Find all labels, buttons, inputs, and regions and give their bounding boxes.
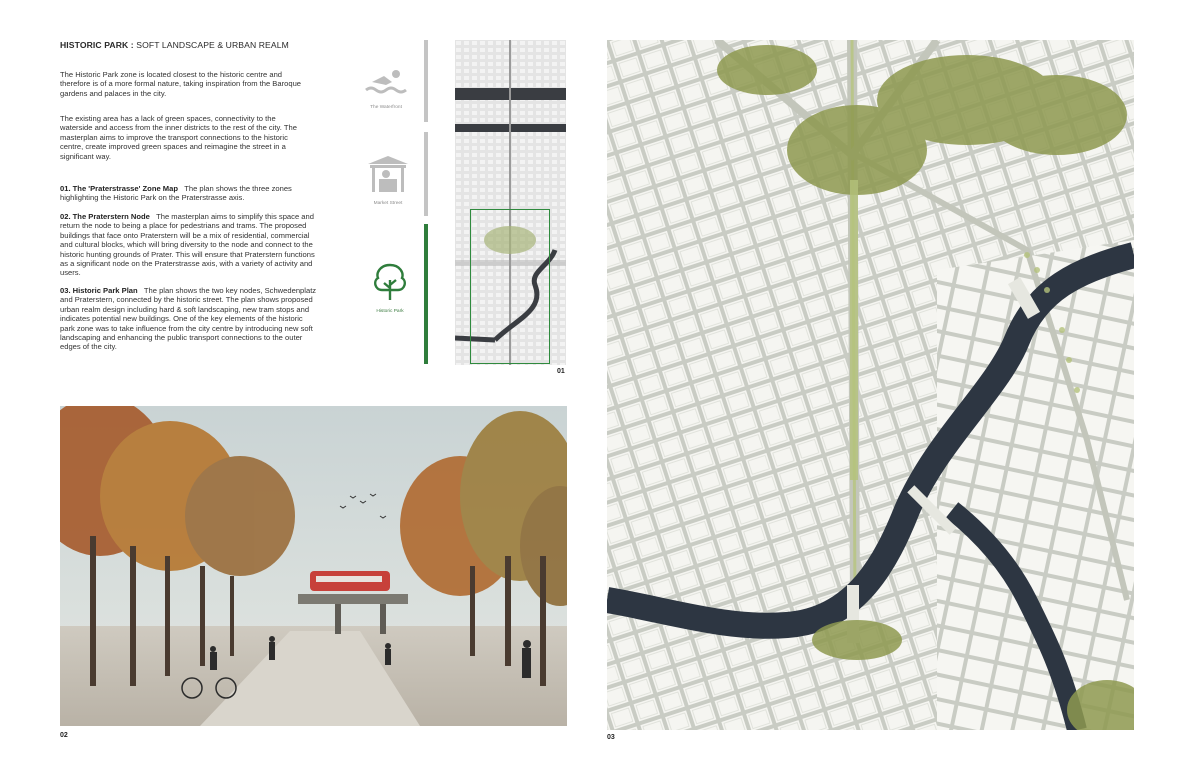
zone-bar-waterfront [424, 40, 428, 122]
figure-number-03: 03 [607, 734, 615, 741]
zone-bar-historic-park [424, 224, 428, 364]
figure-number-02: 02 [60, 732, 68, 739]
section-zone-map [60, 184, 318, 203]
title-bold: HISTORIC PARK : [60, 40, 134, 50]
zone-label: Market Street [373, 201, 403, 206]
section-heading: 02. The Praterstern Node [60, 212, 150, 221]
zone-bar-market-street [424, 132, 428, 216]
section-heading: 01. The 'Praterstrasse' Zone Map [60, 184, 178, 193]
historic-park-plan-drawing [607, 40, 1134, 730]
figure-number-01: 01 [557, 368, 565, 375]
zone-market-street [366, 154, 418, 206]
park-render-drawing [60, 406, 567, 726]
historic-park-highlight [470, 209, 550, 364]
tree-icon [370, 262, 410, 302]
page-title [60, 40, 289, 50]
section-praterstern-node [60, 212, 318, 278]
zone-label: Historic Park [376, 309, 404, 314]
zone-historic-park [370, 262, 420, 314]
historic-park-plan-map [607, 40, 1134, 730]
intro-paragraph-1: The Historic Park zone is located closest to the historic centre and therefore is of a more formal nature, taking inspiration from the Baroque gardens and palaces in the city. [60, 70, 302, 98]
park-render-image [60, 406, 567, 726]
section-body: The masterplan aims to simplify this space and return the node to being a place for pedestrians and trams. The proposed buildings that face onto Praterstern will be a mix of residential, commercial and cultural blocks, which will bring diversity to the node and connect to the historic hunting grounds of Prater. This will ensure that Praterstern functions as a significant node on the Praterstrasse axis, with a variety of activity and users. [60, 212, 315, 278]
intro-paragraph-2: The existing area has a lack of green spaces, connectivity to the waterside and access from the inner districts to the rest of the city. The masterplan aims to improve the transport connections to the historic centre, create improved green spaces and reimagine the street in a significant way. [60, 114, 297, 161]
market-stall-icon [366, 154, 410, 194]
section-heading: 03. Historic Park Plan [60, 286, 138, 295]
section-historic-park-plan [60, 286, 318, 352]
zone-label: The Waterfront [370, 105, 402, 110]
section-body: The plan shows the three zones highlighting the Historic Park on the Praterstrasse axis. [60, 184, 292, 203]
zone-waterfront [362, 68, 416, 110]
swimmer-icon [362, 68, 410, 98]
title-rest: SOFT LANDSCAPE & URBAN REALM [133, 40, 289, 50]
section-body: The plan shows the two key nodes, Schwedenplatz and Praterstern, connected by the historic street. The plan shows proposed urban realm design including hard & soft landscaping, new tram stops and indicates potential new buildings. One of the key elements of the historic park zone was to take influence from the city centre by introducing new soft landscaping and enhancing the public transport connections to the outer edges of the city. [60, 286, 317, 352]
